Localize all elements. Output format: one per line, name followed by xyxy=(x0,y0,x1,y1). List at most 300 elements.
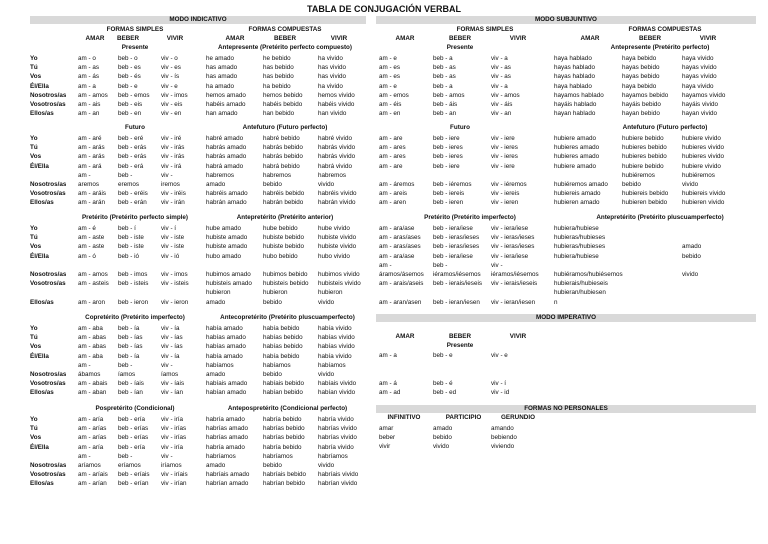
cell: habrían amado xyxy=(206,480,249,488)
section-modo-subjuntivo: MODO SUBJUNTIVO xyxy=(376,16,756,24)
cell: habrían vivido xyxy=(318,480,358,488)
cell: hubiste vivido xyxy=(318,234,357,242)
section-modo-imperativo: MODO IMPERATIVO xyxy=(376,314,756,322)
cell: hube vivido xyxy=(318,225,350,232)
cell: viv - ieren xyxy=(491,199,519,207)
ind-antepreterito-vivir xyxy=(318,224,374,307)
cell xyxy=(318,261,374,270)
cell: habrías bebido xyxy=(263,434,305,442)
cell: am - arán xyxy=(78,199,105,207)
cell: beb - ió xyxy=(118,252,140,260)
ind-futuro-amar xyxy=(78,134,118,208)
pronoun: Él/Ella xyxy=(30,352,49,360)
ind-antecopreterito-amar xyxy=(206,324,262,398)
subj-preterito-vivir xyxy=(491,224,549,307)
label-beber: BEBER xyxy=(638,35,662,42)
label-antepospreterito: Antepospretérito (Condicional perfecto) xyxy=(227,405,348,412)
ind-antefuturo-beber xyxy=(263,134,319,208)
cell: ha vivido xyxy=(318,55,343,62)
cell: hubieren amado xyxy=(554,199,600,207)
pronoun xyxy=(30,171,66,180)
label-beber: BEBER xyxy=(448,35,472,42)
label-vivir: VIVIR xyxy=(166,35,184,42)
cell: habré vivido xyxy=(318,135,352,142)
label-gerundio: GERUNDIO xyxy=(501,414,535,421)
cell: habría vivido xyxy=(318,416,354,423)
ind-antepresente-beber xyxy=(263,54,319,118)
pronoun: Nosotros/as xyxy=(30,461,67,469)
cell: habrías vivido xyxy=(318,434,357,442)
cell: am - arían xyxy=(78,480,107,488)
cell: habremos xyxy=(206,171,235,179)
cell: habría bebido xyxy=(263,443,302,451)
cell: viv - ían xyxy=(161,389,184,397)
label-antepresente-subj: Antepresente (Pretérito perfecto) xyxy=(610,44,710,51)
cell: beb - amos xyxy=(433,91,465,99)
subj-presente-amar xyxy=(379,54,433,118)
cell xyxy=(682,298,742,307)
cell: hubiste amado xyxy=(206,243,248,251)
cell: beb - ías xyxy=(118,343,143,351)
cell: am - aran/asen xyxy=(379,298,422,306)
pronoun-column xyxy=(30,415,66,489)
cell xyxy=(682,233,742,242)
cell: am - arías xyxy=(78,434,107,442)
pronoun: Yo xyxy=(30,55,38,62)
cell: viv - e xyxy=(161,82,178,90)
cell: viv - ís xyxy=(161,73,180,81)
cell: viv - as xyxy=(491,73,511,81)
cell: bebido xyxy=(263,461,282,469)
cell: habrían bebido xyxy=(263,480,306,488)
cell: habían vivido xyxy=(318,389,356,397)
pronoun xyxy=(30,288,66,297)
cell: hubiste bebido xyxy=(263,243,304,251)
pronoun: Vosotros/as xyxy=(30,380,66,388)
cell: viv - iera/iese xyxy=(491,225,529,232)
cell: beb - erías xyxy=(118,425,149,433)
pronoun: Él/Ella xyxy=(30,443,49,451)
cell: am - ares xyxy=(379,153,406,161)
cell: beb - xyxy=(433,261,448,269)
label-antepreterito-subj: Antepretérito (Pretérito pluscuamperfecto) xyxy=(596,214,724,221)
cell: eremos xyxy=(118,180,139,188)
cell: hubo amado xyxy=(206,252,242,260)
cell: am - ás xyxy=(78,73,99,81)
cell: hubiera/hubiese xyxy=(554,252,599,260)
cell: beb - xyxy=(118,171,133,179)
cell: beb - ieras/ieses xyxy=(433,234,480,242)
cell: habéis bebido xyxy=(263,100,303,108)
cell: amado xyxy=(206,180,226,188)
cell: iremos xyxy=(161,180,180,188)
cell: beb - emos xyxy=(118,91,150,99)
cell: vivido xyxy=(318,298,335,306)
pronoun: Él/Ella xyxy=(30,252,49,260)
pronoun: Yo xyxy=(30,135,38,142)
label-presente: Presente xyxy=(446,342,474,349)
cell: am - arás xyxy=(78,144,105,152)
cell: viv - an xyxy=(491,110,512,118)
cell: habrías bebido xyxy=(263,425,305,433)
pronoun xyxy=(30,261,66,270)
cell: habían bebido xyxy=(263,389,303,397)
cell: habíamos xyxy=(206,361,234,369)
label-antecopreterito: Antecopretérito (Pretérito pluscuamperfecto) xyxy=(220,314,355,321)
cell: habíais bebido xyxy=(263,380,304,388)
cell: am - are xyxy=(379,162,403,170)
cell: am - xyxy=(78,171,91,179)
cell: beb - a xyxy=(433,55,453,62)
cell: viv - amos xyxy=(491,91,520,99)
cell: viv - iste xyxy=(161,234,185,242)
cell: am - é xyxy=(78,225,96,232)
subj-presente-vivir xyxy=(491,54,549,118)
cell: am - aron xyxy=(78,298,105,306)
subj-futuro-amar xyxy=(379,134,433,208)
ind-antecopreterito-vivir xyxy=(318,324,374,398)
cell xyxy=(491,288,549,297)
cell: beb - í xyxy=(118,225,136,232)
cell: hubieres amado xyxy=(554,144,600,152)
cell: am - aste xyxy=(78,243,105,251)
cell: beb - e xyxy=(433,352,453,359)
ind-antecopreterito-beber xyxy=(263,324,319,398)
cell: am - ara/ase xyxy=(379,252,415,260)
cell: beb - imos xyxy=(118,270,148,278)
ind-antefuturo-vivir xyxy=(318,134,374,208)
cell: amando xyxy=(491,425,514,432)
cell: he bebido xyxy=(263,55,291,62)
ind-presente-beber xyxy=(118,54,158,118)
pronoun: Yo xyxy=(30,325,38,332)
cell: hubierais/hubieseis xyxy=(554,280,608,288)
cell: habrías amado xyxy=(206,425,249,433)
cell: am - an xyxy=(78,110,100,118)
pronoun: Nosotros/as xyxy=(30,180,67,188)
cell: hubiste bebido xyxy=(263,234,304,242)
cell: hayas vivido xyxy=(682,64,717,72)
label-antefuturo: Antefuturo (Futuro perfecto) xyxy=(242,124,328,131)
ind-presente-amar xyxy=(78,54,118,118)
cell: am - a xyxy=(379,352,397,359)
cell: habremos xyxy=(318,171,347,179)
cell xyxy=(206,261,262,270)
cell: aremos xyxy=(78,180,99,188)
cell: am - áremos xyxy=(379,180,415,188)
pronoun: Vos xyxy=(30,73,42,81)
cell xyxy=(118,288,158,297)
pronoun: Nosotros/as xyxy=(30,91,67,99)
cell: habrás bebido xyxy=(263,153,303,161)
cell: viv - irán xyxy=(161,199,185,207)
label-copreterito: Copretérito (Pretérito imperfecto) xyxy=(85,314,185,321)
cell: hubieres amado xyxy=(554,153,600,161)
label-preterito: Pretérito (Pretérito perfecto simple) xyxy=(81,214,189,221)
ind-copreterito-amar xyxy=(78,324,118,398)
ind-preterito-vivir xyxy=(161,224,201,307)
cell: habría amado xyxy=(206,416,245,423)
cell: am - ara/ase xyxy=(379,225,415,232)
pronoun-column xyxy=(30,54,66,118)
cell: habías vivido xyxy=(318,343,355,351)
cell: hubiereis amado xyxy=(554,190,601,198)
cell: hubisteis vivido xyxy=(318,280,361,288)
subj-antefuturo-beber xyxy=(622,134,682,208)
subj-antefuturo-amar xyxy=(554,134,622,208)
cell: hube amado xyxy=(206,225,242,232)
cell: hayan bebido xyxy=(622,110,660,118)
ind-copreterito-vivir xyxy=(161,324,201,398)
label-amar: AMAR xyxy=(225,35,245,42)
label-preterito-subj: Pretérito (Pretérito imperfecto) xyxy=(424,214,516,221)
cell: viv - en xyxy=(161,110,182,118)
cell: viv - iereis xyxy=(491,190,520,198)
cell: hubiereis vivido xyxy=(682,190,726,198)
cell: am - e xyxy=(379,82,397,90)
cell: habríais amado xyxy=(206,471,250,479)
cell: hayáis bebido xyxy=(622,100,661,108)
cell: beb - ieres xyxy=(433,144,463,152)
cell: vivido xyxy=(682,270,699,278)
cell: am - arais/aseis xyxy=(379,280,424,288)
cell: habrías vivido xyxy=(318,425,357,433)
cell: has vivido xyxy=(318,64,347,72)
cell: viv - o xyxy=(161,55,178,62)
cell: beb - é xyxy=(433,379,453,387)
cell: amado xyxy=(682,243,702,251)
cell: viv - ió xyxy=(161,252,180,260)
cell: amado xyxy=(206,370,226,378)
cell: hubieras/hubieses xyxy=(554,234,606,242)
cell: am - o xyxy=(78,55,96,62)
cell: habríamos xyxy=(206,452,236,460)
cell: hemos amado xyxy=(206,91,246,99)
label-presente: Presente xyxy=(121,44,149,51)
ind-copreterito-beber xyxy=(118,324,158,398)
label-formas-simples: FORMAS SIMPLES xyxy=(106,26,164,33)
label-antefuturo-subj: Antefuturo (Futuro perfecto) xyxy=(622,124,708,131)
cell: habías amado xyxy=(206,334,246,342)
cell: am - aríais xyxy=(78,471,108,479)
cell: vivido xyxy=(682,180,699,188)
cell: am - amos xyxy=(78,270,108,278)
cell: hubiera/hubiese xyxy=(554,225,599,232)
cell: hayas bebido xyxy=(622,64,660,72)
cell: hubieren vivido xyxy=(682,199,725,207)
cell: habríais bebido xyxy=(263,471,307,479)
cell: viv - ía xyxy=(161,325,180,332)
cell: habías amado xyxy=(206,343,246,351)
cell: beb - erá xyxy=(118,162,144,170)
cell: am - ares xyxy=(379,144,406,152)
cell: viv - iría xyxy=(161,416,184,423)
cell: viv - í xyxy=(161,225,177,232)
cell: habrías amado xyxy=(206,434,249,442)
cell: hubieron xyxy=(263,289,288,297)
cell: beb - erán xyxy=(118,199,147,207)
cell: has amado xyxy=(206,73,238,81)
cell: beb - eríais xyxy=(118,471,150,479)
label-formas-compuestas: FORMAS COMPUESTAS xyxy=(248,26,322,33)
cell: am - ad xyxy=(379,388,401,396)
subj-antefuturo-vivir xyxy=(682,134,752,208)
label-beber: BEBER xyxy=(116,35,140,42)
subj-futuro-beber xyxy=(433,134,491,208)
cell: viv - xyxy=(161,171,173,179)
cell: hubiere bebido xyxy=(622,135,664,142)
cell: haya hablado xyxy=(554,82,592,90)
cell xyxy=(161,288,201,297)
cell: bebido xyxy=(263,370,282,378)
cell xyxy=(491,369,549,378)
cell: vivido xyxy=(318,370,335,378)
cell: beb - eré xyxy=(118,135,144,142)
cell: eríamos xyxy=(118,461,141,469)
cell: am - arías xyxy=(78,425,107,433)
cell: habré bebido xyxy=(263,135,300,142)
label-formas-simples: FORMAS SIMPLES xyxy=(456,26,514,33)
pronoun: Ellos/as xyxy=(30,298,54,306)
cell xyxy=(682,224,742,233)
cell: beb - iéremos xyxy=(433,180,472,188)
label-amar: AMAR xyxy=(580,35,600,42)
cell: haya bebido xyxy=(622,55,657,62)
cell: beb - iste xyxy=(118,234,144,242)
cell: ha vivido xyxy=(318,82,343,90)
cell: viv - ía xyxy=(161,352,180,360)
pronoun-column xyxy=(30,134,66,208)
cell: am - aba xyxy=(78,352,103,360)
cell: am - aste xyxy=(78,234,105,242)
cell xyxy=(491,171,549,180)
cell: habrán amado xyxy=(206,199,247,207)
cell: beb - erías xyxy=(118,434,149,442)
cell: hubiere amado xyxy=(554,135,597,142)
cell: hayas vivido xyxy=(682,73,717,81)
cell: viv - iría xyxy=(161,443,184,451)
cell: viv - iera/iese xyxy=(491,252,529,260)
nopers-infinitivo xyxy=(379,424,429,452)
pronoun: Tú xyxy=(30,144,38,152)
label-pospreterito: Pospretérito (Condicional) xyxy=(95,405,175,412)
cell: beb - ieran/iesen xyxy=(433,298,480,306)
cell: has vivido xyxy=(318,73,347,81)
pronoun: Vosotros/as xyxy=(30,280,66,288)
cell: amado xyxy=(433,425,453,432)
pronoun: Ellos/as xyxy=(30,480,54,488)
cell: am - es xyxy=(379,64,400,72)
cell: hayáis hablado xyxy=(554,100,597,108)
cell: hubiere vivido xyxy=(682,135,721,142)
cell xyxy=(379,171,433,180)
cell: viv - isteis xyxy=(161,280,189,288)
cell: viv - xyxy=(161,452,173,460)
subj-antepreterito-amar xyxy=(554,224,674,307)
cell: am - xyxy=(379,261,392,269)
cell: hayas hablado xyxy=(554,64,595,72)
cell: hubo vivido xyxy=(318,252,350,260)
cell: viv - imos xyxy=(161,91,188,99)
cell: beb - áis xyxy=(433,100,458,108)
cell: viv - áis xyxy=(491,100,513,108)
cell: am - aría xyxy=(78,416,104,423)
cell: am - aras/ases xyxy=(379,243,421,251)
cell: he amado xyxy=(206,55,235,62)
cell: hubieron xyxy=(206,289,231,297)
cell: hemos bebido xyxy=(263,91,303,99)
cell: hayamos bebido xyxy=(622,91,669,99)
cell: viv - í xyxy=(491,379,507,387)
cell: haya hablado xyxy=(554,55,592,62)
cell: viv - iríais xyxy=(161,471,188,479)
cell: haya bebido xyxy=(622,82,657,90)
cell: am - aba xyxy=(78,325,103,332)
cell: viv - as xyxy=(491,64,511,72)
cell: haya vivido xyxy=(682,55,714,62)
cell: am - es xyxy=(379,73,400,81)
pronoun: Vos xyxy=(30,434,42,442)
cell: beb - erás xyxy=(118,153,147,161)
cell: habré amado xyxy=(206,135,244,142)
label-presente: Presente xyxy=(446,44,474,51)
cell: viv - ieras/ieses xyxy=(491,234,535,242)
cell: beb - eréis xyxy=(118,190,148,198)
cell: am - aráis xyxy=(78,190,106,198)
cell: había vivido xyxy=(318,352,352,360)
cell: hubieren bebido xyxy=(622,199,668,207)
cell: habías bebido xyxy=(263,343,303,351)
cell: viv - xyxy=(491,261,503,269)
cell: am - ais xyxy=(78,100,101,108)
cell: hemos vivido xyxy=(318,91,355,99)
ind-futuro-beber xyxy=(118,134,158,208)
pronoun: Él/Ella xyxy=(30,162,49,170)
pronoun: Ellos/as xyxy=(30,110,54,118)
cell: bebido xyxy=(682,252,701,260)
cell: vivido xyxy=(433,443,450,451)
cell xyxy=(433,288,491,297)
pronoun: Nosotros/as xyxy=(30,270,67,278)
cell: beb - ierais/ieseis xyxy=(433,280,482,288)
cell: beb - ías xyxy=(118,334,143,342)
cell: beb - ieres xyxy=(433,153,463,161)
cell: beb - ía xyxy=(118,352,140,360)
cell: había amado xyxy=(206,352,243,360)
cell: viv - e xyxy=(491,352,508,359)
cell: am - en xyxy=(379,110,401,118)
cell: beb - erían xyxy=(118,480,149,488)
cell: habría bebido xyxy=(263,416,302,423)
cell xyxy=(682,261,742,270)
cell: han bebido xyxy=(263,110,295,118)
ind-pospreterito-amar xyxy=(78,415,118,489)
cell: hubieran/hubiesen xyxy=(554,289,606,297)
cell: beb - a xyxy=(433,82,453,90)
cell: am - abais xyxy=(78,380,108,388)
ind-antepreterito-amar xyxy=(206,224,262,307)
cell xyxy=(161,261,201,270)
cell: beb - ería xyxy=(118,443,145,451)
label-amar: AMAR xyxy=(85,35,105,42)
pronoun: Vos xyxy=(30,243,42,251)
ind-preterito-beber xyxy=(118,224,158,307)
cell: beb - o xyxy=(118,55,138,62)
subj-preterito-amar xyxy=(379,224,433,307)
cell: has amado xyxy=(206,64,238,72)
cell xyxy=(682,279,742,288)
cell: habíais vivido xyxy=(318,380,357,388)
